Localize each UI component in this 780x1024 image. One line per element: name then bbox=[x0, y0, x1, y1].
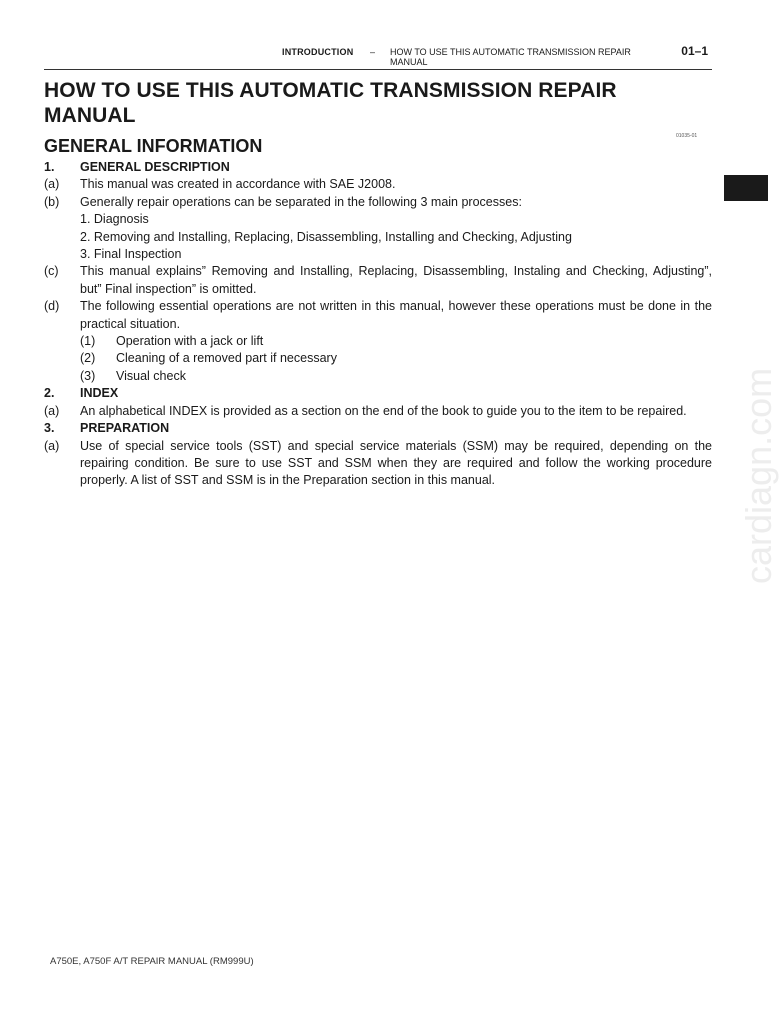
section-heading: GENERAL DESCRIPTION bbox=[80, 160, 230, 174]
list-item bbox=[44, 350, 712, 367]
list-item-marker: (3) bbox=[80, 368, 96, 383]
section-heading-preparation bbox=[44, 420, 712, 437]
paragraph-3a bbox=[44, 438, 712, 490]
header-topic: HOW TO USE THIS AUTOMATIC TRANSMISSION REPAIR MANUAL bbox=[390, 47, 631, 67]
page-number: 01–1 bbox=[681, 44, 708, 58]
paragraph-marker: (b) bbox=[44, 194, 60, 209]
list-item-marker: (1) bbox=[80, 334, 96, 349]
list-item bbox=[44, 368, 712, 385]
paragraph-marker: (c) bbox=[44, 264, 59, 279]
paragraph-marker: (a) bbox=[44, 177, 60, 192]
list-item-text: Operation with a jack or lift bbox=[116, 334, 264, 349]
section-title: GENERAL INFORMATION bbox=[44, 136, 263, 156]
list-item bbox=[44, 333, 712, 350]
section-heading-index bbox=[44, 385, 712, 402]
section-heading: INDEX bbox=[80, 386, 119, 401]
paragraph-text: An alphabetical INDEX is provided as a section on the end of the book to guide you to the item to be repaired. bbox=[80, 403, 687, 418]
list-item-text: Visual check bbox=[116, 368, 186, 383]
document-title: HOW TO USE THIS AUTOMATIC TRANSMISSION REPAIR MANUAL bbox=[44, 79, 617, 127]
list-item: 3. Final Inspection bbox=[80, 247, 182, 262]
paragraph-1d bbox=[44, 298, 712, 333]
paragraph-marker: (d) bbox=[44, 299, 60, 314]
paragraph-text: This manual was created in accordance with SAE J2008. bbox=[80, 177, 396, 192]
section-heading-general-description bbox=[44, 159, 712, 176]
running-header bbox=[282, 46, 712, 70]
list-item-text: Cleaning of a removed part if necessary bbox=[116, 351, 337, 366]
paragraph-marker: (a) bbox=[44, 403, 60, 418]
paragraph-text: Generally repair operations can be separated in the following 3 main processes: bbox=[80, 194, 522, 209]
paragraph-text: The following essential operations are not written in this manual, however these operations must be done in the practical situation. bbox=[80, 299, 712, 331]
section-number: 2. bbox=[44, 386, 55, 401]
list-item: 2. Removing and Installing, Replacing, Disassembling, Installing and Checking, Adjusting bbox=[80, 229, 572, 244]
watermark: cardiagn.com bbox=[738, 367, 779, 584]
section-heading: PREPARATION bbox=[80, 421, 170, 436]
header-separator: – bbox=[370, 47, 376, 57]
paragraph-marker: (a) bbox=[44, 438, 60, 453]
paragraph-1c bbox=[44, 263, 712, 298]
header-section-name: INTRODUCTION bbox=[282, 47, 354, 57]
paragraph-text: Use of special service tools (SST) and special service materials (SSM) may be required, depending on the repairing condition. Be sure to use SST and SSM when they are required and follow the working procedure properly. A list of SST and SSM is in the Preparation section in this manual. bbox=[80, 438, 712, 488]
section-tab-marker bbox=[724, 175, 768, 201]
paragraph-1b bbox=[44, 194, 712, 211]
reference-code: 01035-01 bbox=[676, 133, 698, 139]
list-item-marker: (2) bbox=[80, 351, 96, 366]
paragraph-2a bbox=[44, 403, 712, 420]
page-footer: A750E, A750F A/T REPAIR MANUAL (RM999U) bbox=[50, 956, 254, 967]
list-item: 1. Diagnosis bbox=[80, 212, 149, 227]
section-number: 1. bbox=[44, 160, 55, 174]
section-number: 3. bbox=[44, 421, 55, 436]
document-body bbox=[44, 159, 712, 490]
paragraph-text: This manual explains” Removing and Installing, Replacing, Disassembling, Instaling and Checking, Adjusting”, but” Final inspection” is omitted. bbox=[80, 264, 712, 296]
header-divider bbox=[44, 69, 712, 70]
paragraph-1a bbox=[44, 176, 712, 193]
